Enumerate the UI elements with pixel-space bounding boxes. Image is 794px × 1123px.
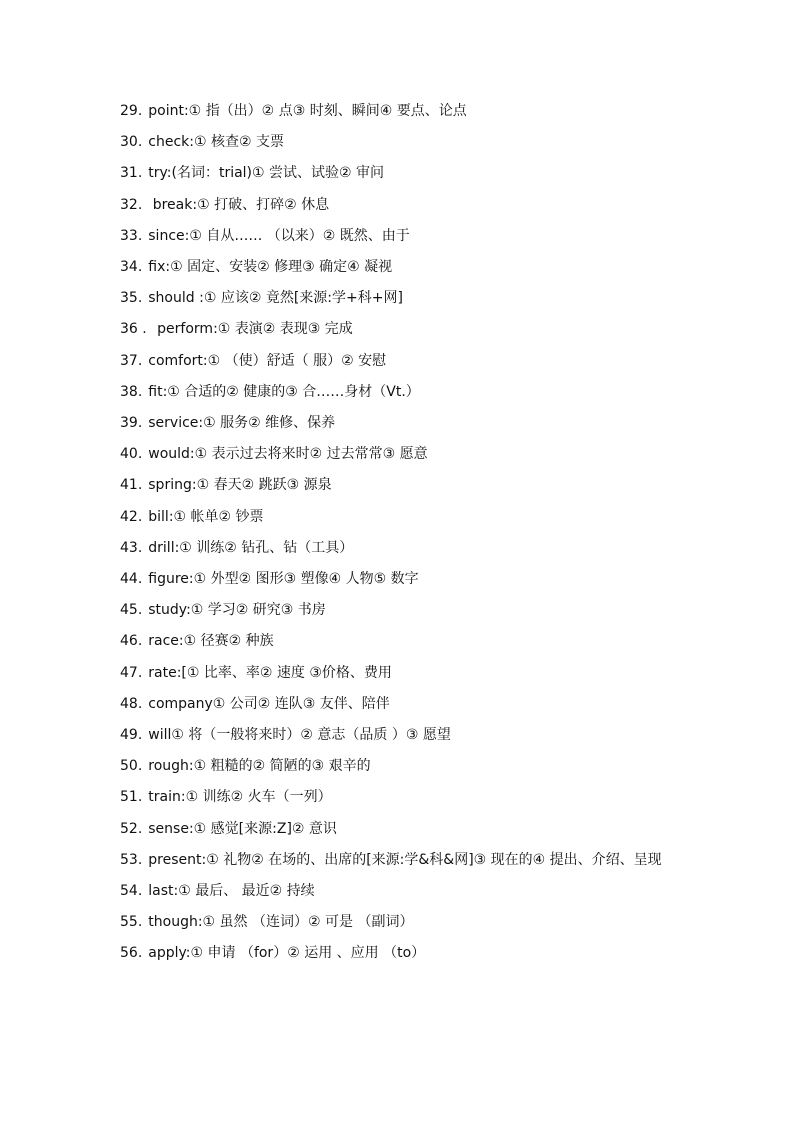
item-number: 29.	[120, 103, 143, 119]
item-number: 30.	[120, 134, 143, 151]
list-item	[120, 658, 690, 689]
item-number: 42.	[120, 508, 143, 525]
list-item	[120, 283, 690, 314]
list-item	[120, 626, 690, 657]
item-text: perform:① 表演② 表现③ 完成	[152, 321, 353, 338]
item-number: 41.	[120, 477, 143, 494]
item-number: 53.	[120, 851, 143, 868]
item-text: should :① 应该② 竟然[来源:学+科+网]	[148, 290, 403, 307]
item-text: rough:① 粗糙的② 简陋的③ 艰辛的	[148, 758, 371, 775]
item-text: present:① 礼物② 在场的、出席的[来源:学&科&网]③ 现在的④ 提出、介	[148, 851, 606, 868]
item-text: bill:① 帐单② 钞票	[148, 508, 264, 525]
item-number: 35.	[120, 290, 143, 307]
item-number: 39.	[120, 415, 143, 432]
list-item	[120, 782, 690, 813]
item-text: try:(名词：trial)① 尝试、试验② 审问	[148, 165, 385, 182]
item-number: 31.	[120, 165, 143, 182]
item-number: 32.	[120, 196, 143, 213]
item-text: break:① 打破、打碎② 休息	[148, 196, 330, 213]
item-number: 52.	[120, 820, 143, 837]
item-text: fix:① 固定、安装② 修理③ 确定④ 凝视	[148, 259, 393, 276]
list-item	[120, 814, 690, 845]
list-item	[120, 689, 690, 720]
list-item	[120, 158, 690, 189]
item-text: will① 将（一般将来时）② 意志（品质 ）③ 愿望	[148, 727, 451, 744]
list-item	[120, 127, 690, 158]
item-number: 33.	[120, 227, 143, 244]
item-number: 45.	[120, 602, 143, 619]
list-item	[120, 252, 690, 283]
item-text: apply:① 申请 （for）② 运用 、应用 （to）	[148, 945, 426, 962]
list-item	[120, 314, 690, 345]
list-item	[120, 439, 690, 470]
list-item	[120, 751, 690, 782]
item-number: 43.	[120, 539, 143, 556]
item-text: study:① 学习② 研究③ 书房	[148, 602, 326, 619]
item-text: company① 公司② 连队③ 友伴、陪伴	[148, 695, 390, 712]
item-number: 40.	[120, 446, 143, 463]
list-item	[120, 502, 690, 533]
item-number: 51.	[120, 789, 143, 806]
item-number: 48.	[120, 695, 143, 712]
item-number: 50.	[120, 758, 143, 775]
item-text: though:① 虽然 （连词）② 可是 （副词）	[148, 914, 414, 931]
item-text: spring:① 春天② 跳跃③ 源泉	[148, 477, 332, 494]
item-number: 49.	[120, 727, 143, 744]
item-number: 37.	[120, 352, 143, 369]
item-text: figure:① 外型② 图形③ 塑像④ 人物⑤ 数字	[148, 571, 419, 588]
item-text: sense:① 感觉[来源:Z]② 意识	[148, 820, 337, 837]
list-item	[120, 595, 690, 626]
item-text-continuation: 绍、呈现	[605, 851, 662, 868]
item-number: 47.	[120, 664, 143, 681]
list-item	[120, 377, 690, 408]
item-text: race:① 径赛② 种族	[148, 633, 274, 650]
item-text: point:① 指（出）② 点③ 时刻、瞬间④ 要点、论点	[148, 103, 467, 119]
vocabulary-list	[120, 96, 690, 970]
item-text: comfort:① （使）舒适（ 服）② 安慰	[148, 352, 387, 369]
list-item	[120, 470, 690, 501]
item-text: since:① 自从…… （以来）② 既然、由于	[148, 227, 410, 244]
item-text: would:① 表示过去将来时② 过去常常③ 愿意	[148, 446, 428, 463]
list-item	[120, 720, 690, 751]
list-item	[120, 96, 690, 127]
item-text: drill:① 训练② 钻孔、钻（工具）	[148, 539, 354, 556]
item-number: 44.	[120, 571, 143, 588]
item-text: last:① 最后、 最近② 持续	[148, 883, 315, 900]
item-text: fit:① 合适的② 健康的③ 合……身材（Vt.）	[148, 383, 420, 400]
list-item	[120, 533, 690, 564]
list-item	[120, 907, 690, 938]
list-item	[120, 938, 690, 969]
list-item	[120, 876, 690, 907]
item-number: 34.	[120, 259, 143, 276]
list-item	[120, 564, 690, 595]
item-text: service:① 服务② 维修、保养	[148, 415, 336, 432]
list-item	[120, 845, 690, 876]
item-number: 54.	[120, 883, 143, 900]
list-item	[120, 221, 690, 252]
item-text: check:① 核查② 支票	[148, 134, 284, 151]
item-number: 46.	[120, 633, 143, 650]
item-number: 55.	[120, 914, 143, 931]
item-text: train:① 训练② 火车（一列）	[148, 789, 332, 806]
item-text: rate:[① 比率、率② 速度 ③价格、费用	[148, 664, 392, 681]
list-item	[120, 190, 690, 221]
item-number: 38.	[120, 383, 143, 400]
list-item	[120, 408, 690, 439]
item-number: 36 .	[120, 321, 147, 338]
list-item	[120, 346, 690, 377]
item-number: 56.	[120, 945, 143, 962]
